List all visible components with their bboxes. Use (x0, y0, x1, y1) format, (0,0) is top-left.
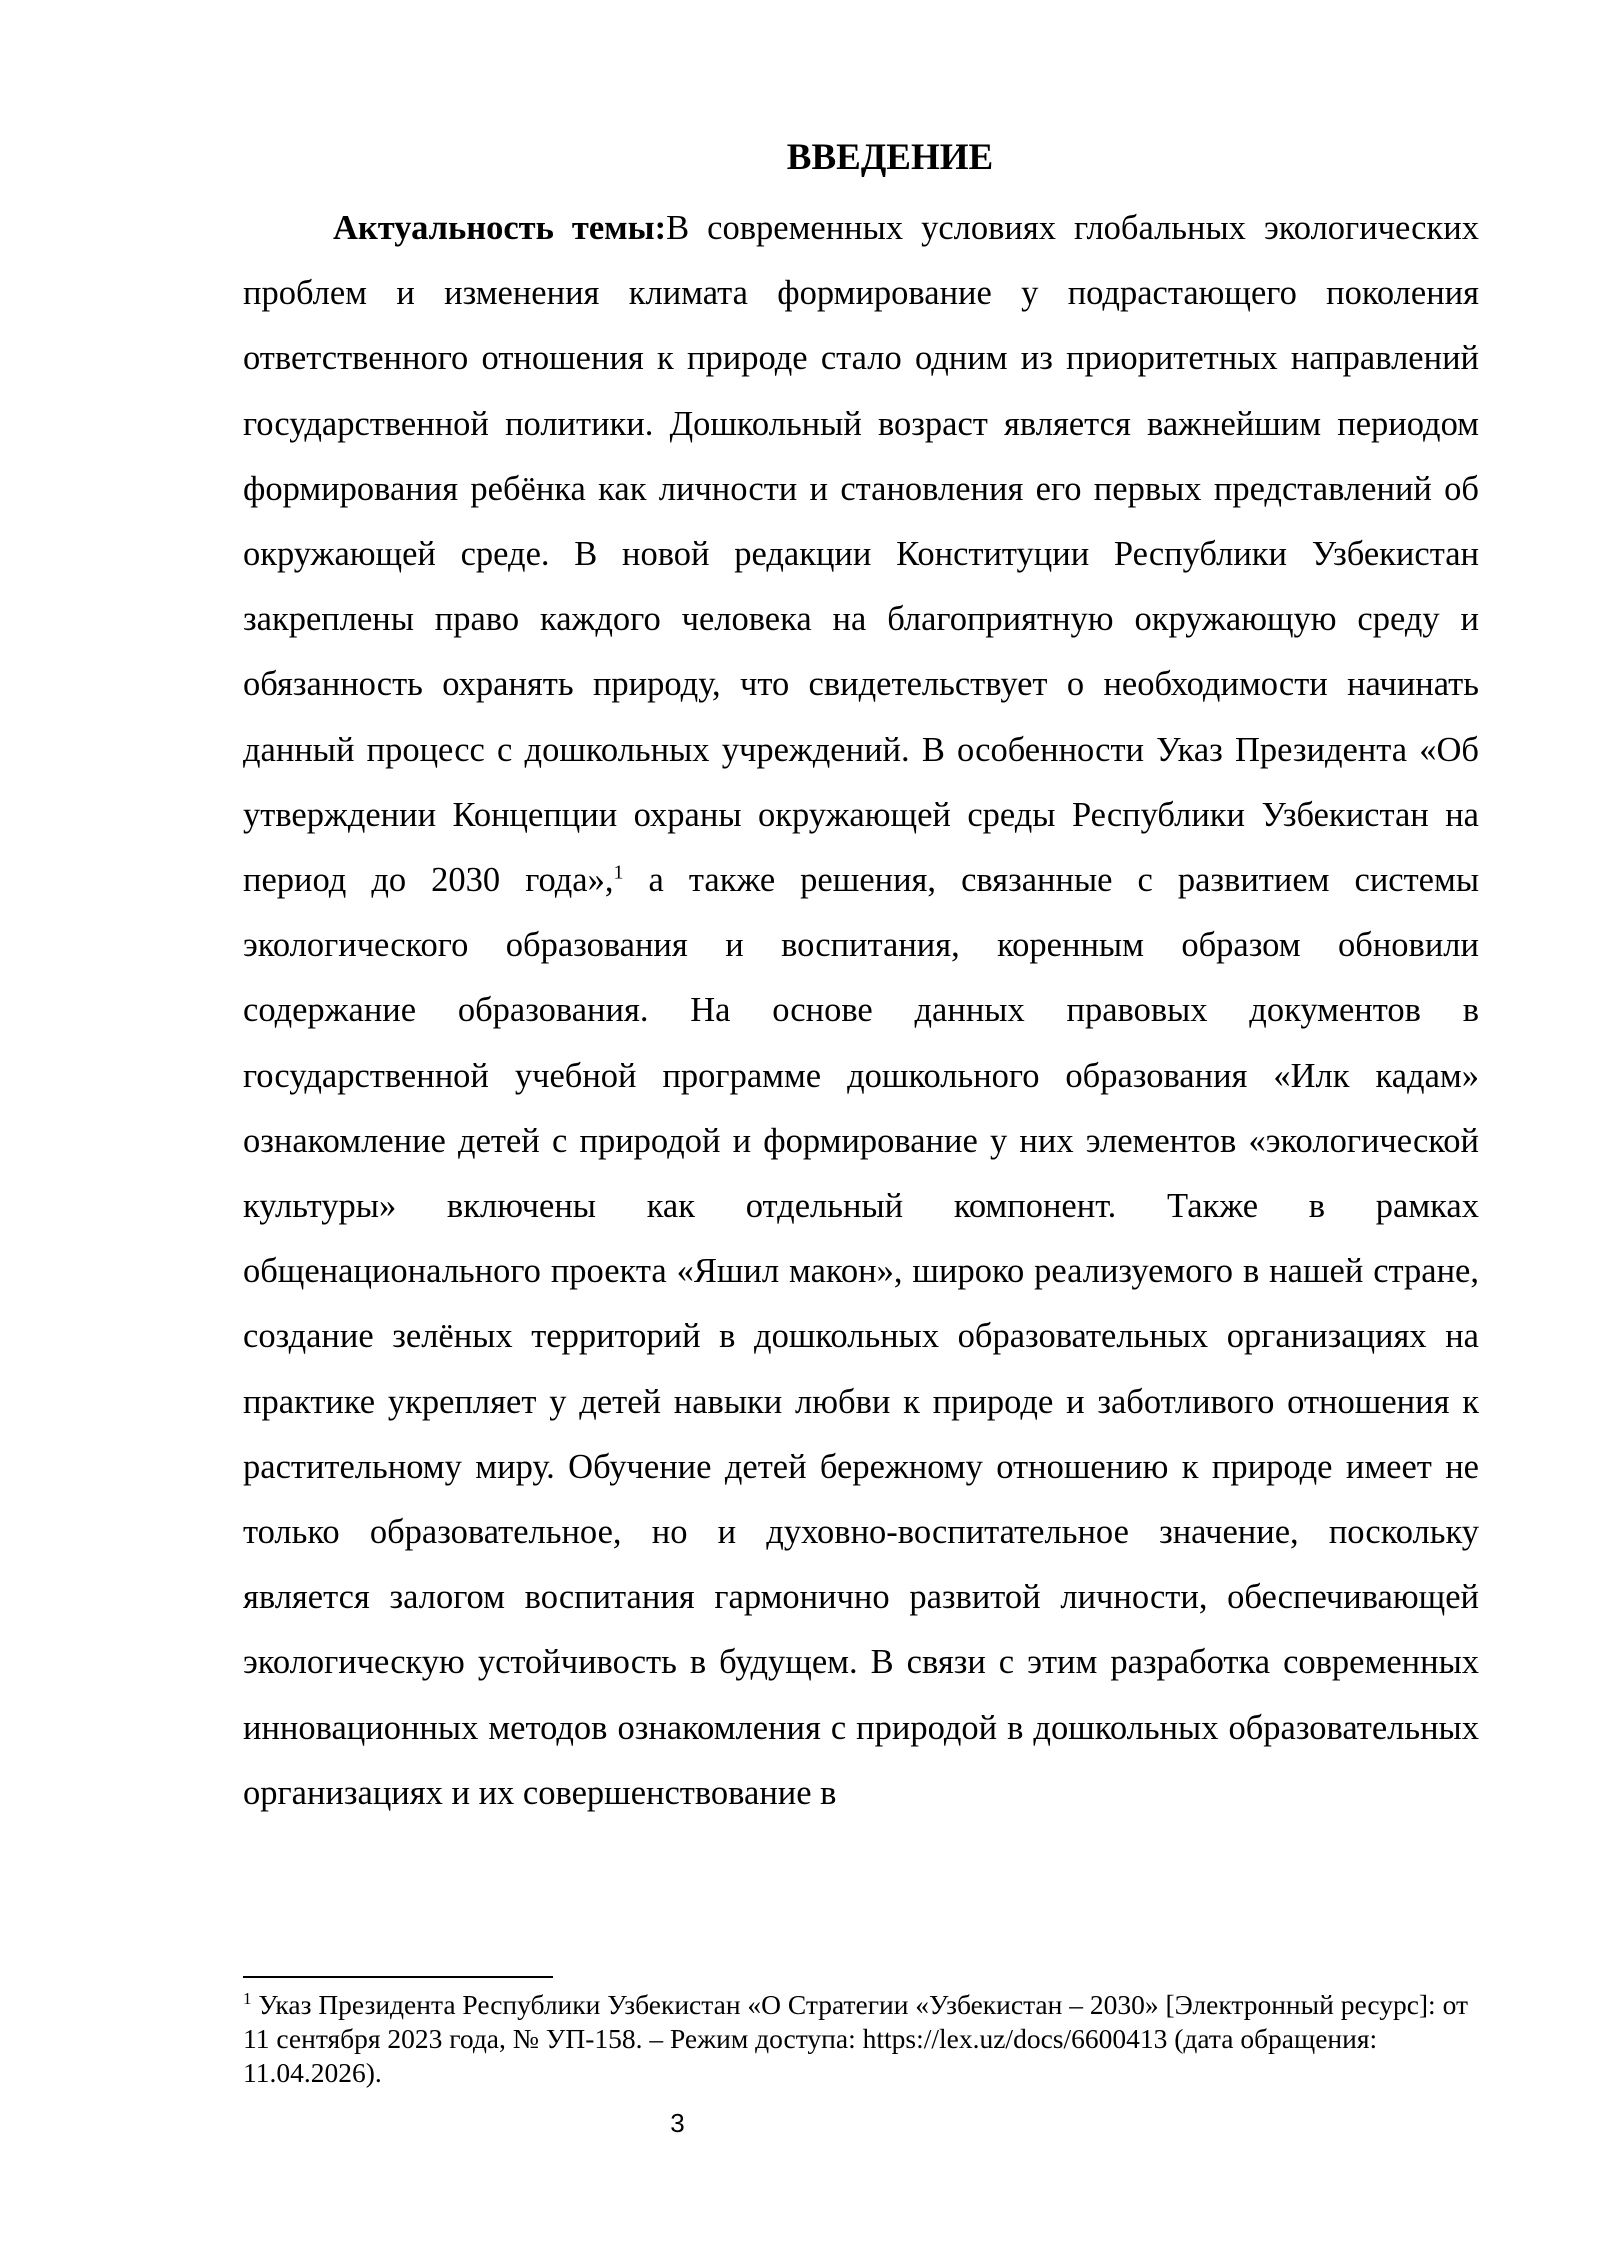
footnote-reference[interactable]: 1 (613, 861, 624, 884)
intro-text-part-1: В современных условиях глобальных экологических проблем и изменения климата формирование у подрастающего поколения ответственного отношения к природе стало одним из приоритетных направлений государственной политики. Дошкольный возраст является важнейшим периодом формирования ребёнка как личности и становления его первых представлений об окружающей среде. В новой редакции Конституции Республики Узбекистан закреплены право каждого человека на благоприятную окружающую среду и обязанность охранять природу, что свидетельствует о необходимости начинать данный процесс с дошкольных учреждений. В особенности Указ Президента «Об утверждении Концепции охраны окружающей среды Республики Узбекистан на период до 2030 года», (243, 209, 1479, 900)
footnote (243, 1988, 1479, 2090)
page-number: 3 (670, 2108, 685, 2138)
relevance-label: Актуальность темы: (333, 209, 667, 247)
footnote-number: 1 (243, 1988, 252, 2008)
footnote-text: Указ Президента Республики Узбекистан «О Стратегии «Узбекистан – 2030» [Электронный ресурс]: от 11 сентября 2023 года, № УП-158. – Режим доступа: https://lex.uz/docs/6600413 (дата обращения: 11.04.2026). (243, 1989, 1468, 2088)
intro-paragraph (243, 196, 1479, 1826)
footnote-separator (243, 1976, 553, 1978)
section-heading: ВВЕДЕНИЕ (786, 137, 994, 178)
intro-text-part-2: а также решения, связанные с развитием системы экологического образования и воспитания, коренным образом обновили содержание образования. На основе данных правовых документов в государственной учебной программе дошкольного образования «Илк кадам» ознакомление детей с природой и формирование у них элементов «экологической культуры» включены как отдельный компонент. Также в рамках общенационального проекта «Яшил макон», широко реализуемого в нашей стране, создание зелёных территорий в дошкольных образовательных организациях на практике укрепляет у детей навыки любви к природе и заботливого отношения к растительному миру. Обучение детей бережному отношению к природе имеет не только образовательное, но и духовно-воспитательное значение, поскольку является залогом воспитания гармонично развитой личности, обеспечивающей экологическую устойчивость в будущем. В связи с этим разработка современных инновационных методов ознакомления с природой в дошкольных образовательных организациях и их совершенствование в (243, 861, 1479, 1812)
